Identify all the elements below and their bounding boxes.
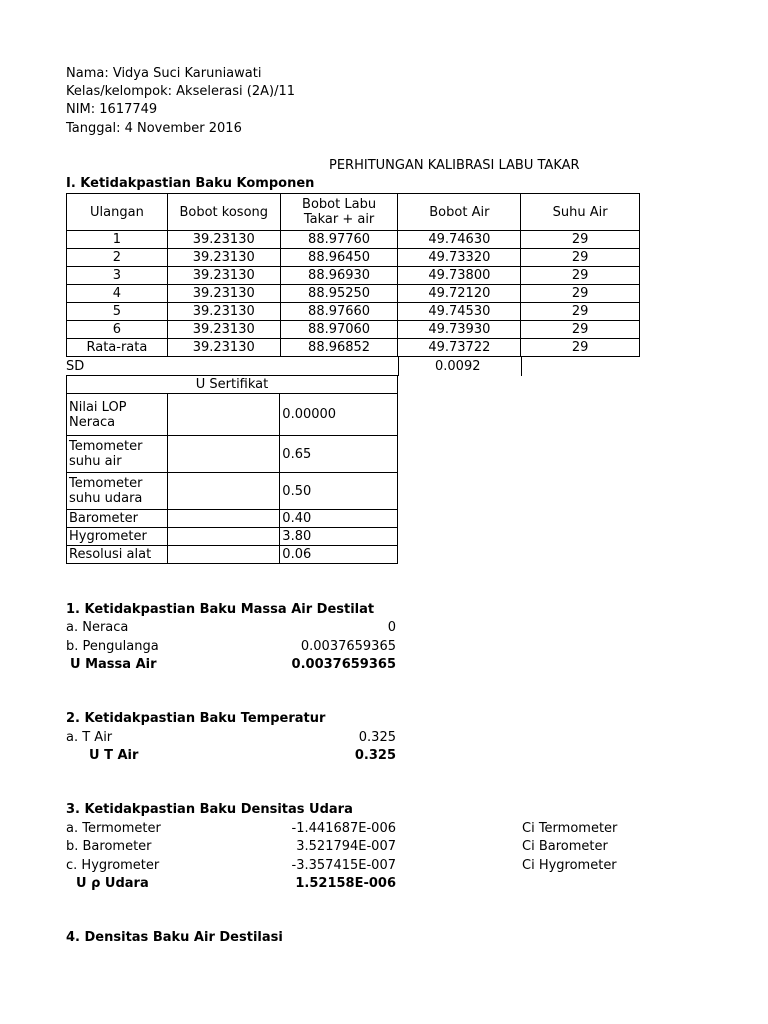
student-name: Nama: Vidya Suci Karuniawati xyxy=(66,66,262,81)
densitas-item-label: b. Barometer xyxy=(66,839,152,854)
section4-title: 4. Densitas Baku Air Destilasi xyxy=(66,930,283,945)
massa-total-value: 0.0037659365 xyxy=(291,657,396,672)
table-cell: Temometer suhu air xyxy=(67,436,168,473)
table-cell: 88.97760 xyxy=(280,231,398,249)
table-cell xyxy=(167,528,279,546)
sertifikat-header: U Sertifikat xyxy=(67,376,398,394)
densitas-item-ci: Ci Hygrometer xyxy=(522,858,617,873)
table-cell: 49.73930 xyxy=(398,321,521,339)
table-row xyxy=(67,321,640,339)
table-row xyxy=(67,473,398,510)
table-cell: 39.23130 xyxy=(167,339,280,357)
table-cell: 6 xyxy=(67,321,168,339)
table-cell: 49.73722 xyxy=(398,339,521,357)
col-header: Bobot Labu Takar + air xyxy=(280,194,398,231)
table-cell: Barometer xyxy=(67,510,168,528)
table-cell: 49.74530 xyxy=(398,303,521,321)
table-cell: 88.97660 xyxy=(280,303,398,321)
table-cell: 0.65 xyxy=(280,436,398,473)
table-cell: 29 xyxy=(521,303,640,321)
table-cell: 0.00000 xyxy=(280,394,398,436)
table-cell xyxy=(167,394,279,436)
table-cell: 0.50 xyxy=(280,473,398,510)
densitas-title: 3. Ketidakpastian Baku Densitas Udara xyxy=(66,802,353,817)
table-cell: 3 xyxy=(67,267,168,285)
temperatur-total-label: U T Air xyxy=(89,748,139,763)
table-cell: 88.97060 xyxy=(280,321,398,339)
densitas-item-label: c. Hygrometer xyxy=(66,858,160,873)
table-cell: 49.72120 xyxy=(398,285,521,303)
table-row xyxy=(67,528,398,546)
densitas-item-value: -1.441687E-006 xyxy=(291,821,396,836)
table-cell xyxy=(167,436,279,473)
table-cell: 39.23130 xyxy=(167,267,280,285)
densitas-item-value: 3.521794E-007 xyxy=(296,839,396,854)
table-cell: 88.96450 xyxy=(280,249,398,267)
sertifikat-table xyxy=(66,375,398,564)
table-cell xyxy=(167,546,279,564)
table-cell: 39.23130 xyxy=(167,249,280,267)
table-cell: 1 xyxy=(67,231,168,249)
densitas-item-label: a. Termometer xyxy=(66,821,161,836)
document-title: PERHITUNGAN KALIBRASI LABU TAKAR xyxy=(329,158,580,173)
table-cell: 88.96930 xyxy=(280,267,398,285)
table-row xyxy=(67,231,640,249)
table-row xyxy=(67,546,398,564)
massa-item-label: b. Pengulanga xyxy=(66,639,159,654)
student-class: Kelas/kelompok: Akselerasi (2A)/11 xyxy=(66,84,296,99)
temperatur-total-value: 0.325 xyxy=(354,748,396,763)
densitas-item-ci: Ci Termometer xyxy=(522,821,618,836)
table-cell: 29 xyxy=(521,267,640,285)
col-header: Suhu Air xyxy=(521,194,640,231)
sertifikat-header-row xyxy=(67,376,398,394)
table-cell: 3.80 xyxy=(280,528,398,546)
sd-label: SD xyxy=(66,359,85,374)
table-cell: 49.73320 xyxy=(398,249,521,267)
temperatur-item-label: a. T Air xyxy=(66,730,113,745)
table-cell: 29 xyxy=(521,321,640,339)
table-cell: 39.23130 xyxy=(167,231,280,249)
table-row xyxy=(67,303,640,321)
table-cell: Temometer suhu udara xyxy=(67,473,168,510)
table-row xyxy=(67,510,398,528)
table-cell: Nilai LOP Neraca xyxy=(67,394,168,436)
table-cell: 2 xyxy=(67,249,168,267)
massa-title: 1. Ketidakpastian Baku Massa Air Destilat xyxy=(66,602,375,617)
densitas-total-value: 1.52158E-006 xyxy=(295,876,396,891)
densitas-total-label: U ρ Udara xyxy=(76,876,149,891)
table-cell: 88.95250 xyxy=(280,285,398,303)
massa-total-label: U Massa Air xyxy=(70,657,157,672)
densitas-item-value: -3.357415E-007 xyxy=(291,858,396,873)
table-cell xyxy=(167,473,279,510)
table-cell: Rata-rata xyxy=(67,339,168,357)
table-row xyxy=(67,394,398,436)
massa-item-value: 0 xyxy=(387,620,396,635)
temperatur-item-value: 0.325 xyxy=(358,730,396,745)
average-row xyxy=(67,339,640,357)
table-cell: Hygrometer xyxy=(67,528,168,546)
table-cell: 5 xyxy=(67,303,168,321)
massa-item-value: 0.0037659365 xyxy=(300,639,396,654)
student-nim: NIM: 1617749 xyxy=(66,102,158,117)
sd-value: 0.0092 xyxy=(435,359,481,374)
komponen-table xyxy=(66,193,640,357)
col-header: Bobot kosong xyxy=(167,194,280,231)
table-cell: 39.23130 xyxy=(167,303,280,321)
document-date: Tanggal: 4 November 2016 xyxy=(66,121,242,136)
table-cell: 49.73800 xyxy=(398,267,521,285)
sd-divider xyxy=(398,357,399,376)
table-cell: 39.23130 xyxy=(167,321,280,339)
table-row xyxy=(67,285,640,303)
table-cell: Resolusi alat xyxy=(67,546,168,564)
komponen-header-row xyxy=(67,194,640,231)
col-header: Bobot Air xyxy=(398,194,521,231)
table-cell: 39.23130 xyxy=(167,285,280,303)
table-cell: 29 xyxy=(521,231,640,249)
table-cell: 29 xyxy=(521,285,640,303)
table-row xyxy=(67,267,640,285)
table-cell: 29 xyxy=(521,249,640,267)
table-row xyxy=(67,249,640,267)
table-cell: 4 xyxy=(67,285,168,303)
section1-title: I. Ketidakpastian Baku Komponen xyxy=(66,176,315,191)
densitas-item-ci: Ci Barometer xyxy=(522,839,608,854)
massa-item-label: a. Neraca xyxy=(66,620,129,635)
table-cell: 88.96852 xyxy=(280,339,398,357)
table-cell: 49.74630 xyxy=(398,231,521,249)
sd-divider xyxy=(521,357,522,376)
col-header: Ulangan xyxy=(67,194,168,231)
table-cell: 0.40 xyxy=(280,510,398,528)
table-cell: 0.06 xyxy=(280,546,398,564)
table-cell xyxy=(167,510,279,528)
table-cell: 29 xyxy=(521,339,640,357)
table-row xyxy=(67,436,398,473)
temperatur-title: 2. Ketidakpastian Baku Temperatur xyxy=(66,711,326,726)
